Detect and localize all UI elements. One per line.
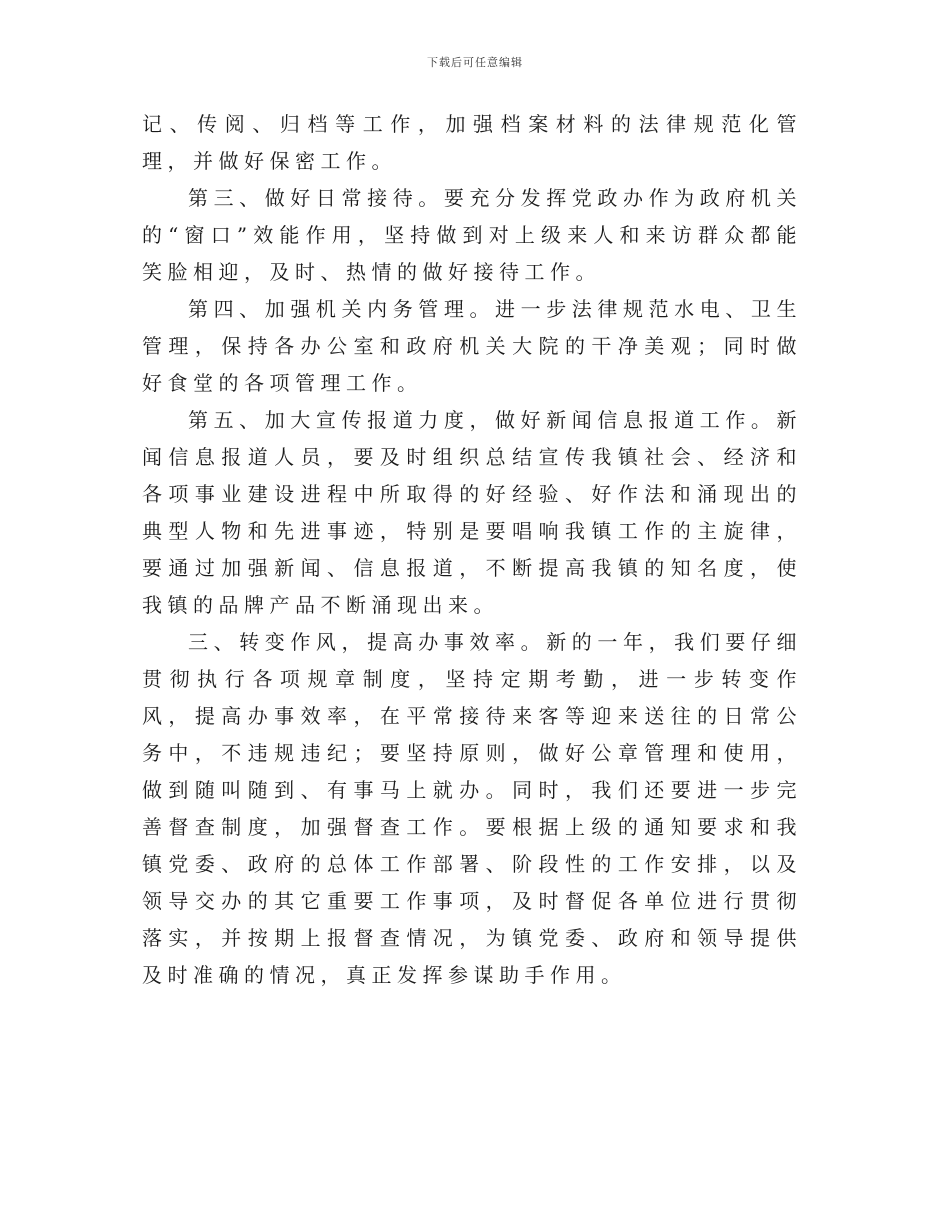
document-body (142, 106, 802, 994)
page-header: 下载后可任意编辑 (427, 56, 523, 69)
paragraph-internal-affairs: 第四、加强机关内务管理。进一步法律规范水电、卫生管理，保持各办公室和政府机关大院的干净美观；同时做好食堂的各项管理工作。 (142, 297, 802, 395)
paragraph-work-style: 三、转变作风，提高办事效率。新的一年，我们要仔细贯彻执行各项规章制度，坚持定期考勤，进一步转变作风，提高办事效率，在平常接待来客等迎来送往的日常公务中，不违规违纪；要坚持原则，做好公章管理和使用，做到随叫随到、有事马上就办。同时，我们还要进一步完善督查制度，加强督查工作。要根据上级的通知要求和我镇党委、政府的总体工作部署、阶段性的工作安排，以及领导交办的其它重要工作事项，及时督促各单位进行贯彻落实，并按期上报督查情况，为镇党委、政府和领导提供及时准确的情况，真正发挥参谋助手作用。 (142, 630, 802, 987)
paragraph-publicity: 第五、加大宣传报道力度，做好新闻信息报道工作。新闻信息报道人员，要及时组织总结宣传我镇社会、经济和各项事业建设进程中所取得的好经验、好作法和涌现出的典型人物和先进事迹，特别是要唱响我镇工作的主旋律，要通过加强新闻、信息报道，不断提高我镇的知名度，使我镇的品牌产品不断涌现出来。 (142, 408, 802, 617)
paragraph-reception: 第三、做好日常接待。要充分发挥党政办作为政府机关的“窗口”效能作用，坚持做到对上级来人和来访群众都能笑脸相迎，及时、热情的做好接待工作。 (142, 186, 802, 284)
paragraph-continuation: 记、传阅、归档等工作，加强档案材料的法律规范化管理，并做好保密工作。 (142, 112, 802, 173)
